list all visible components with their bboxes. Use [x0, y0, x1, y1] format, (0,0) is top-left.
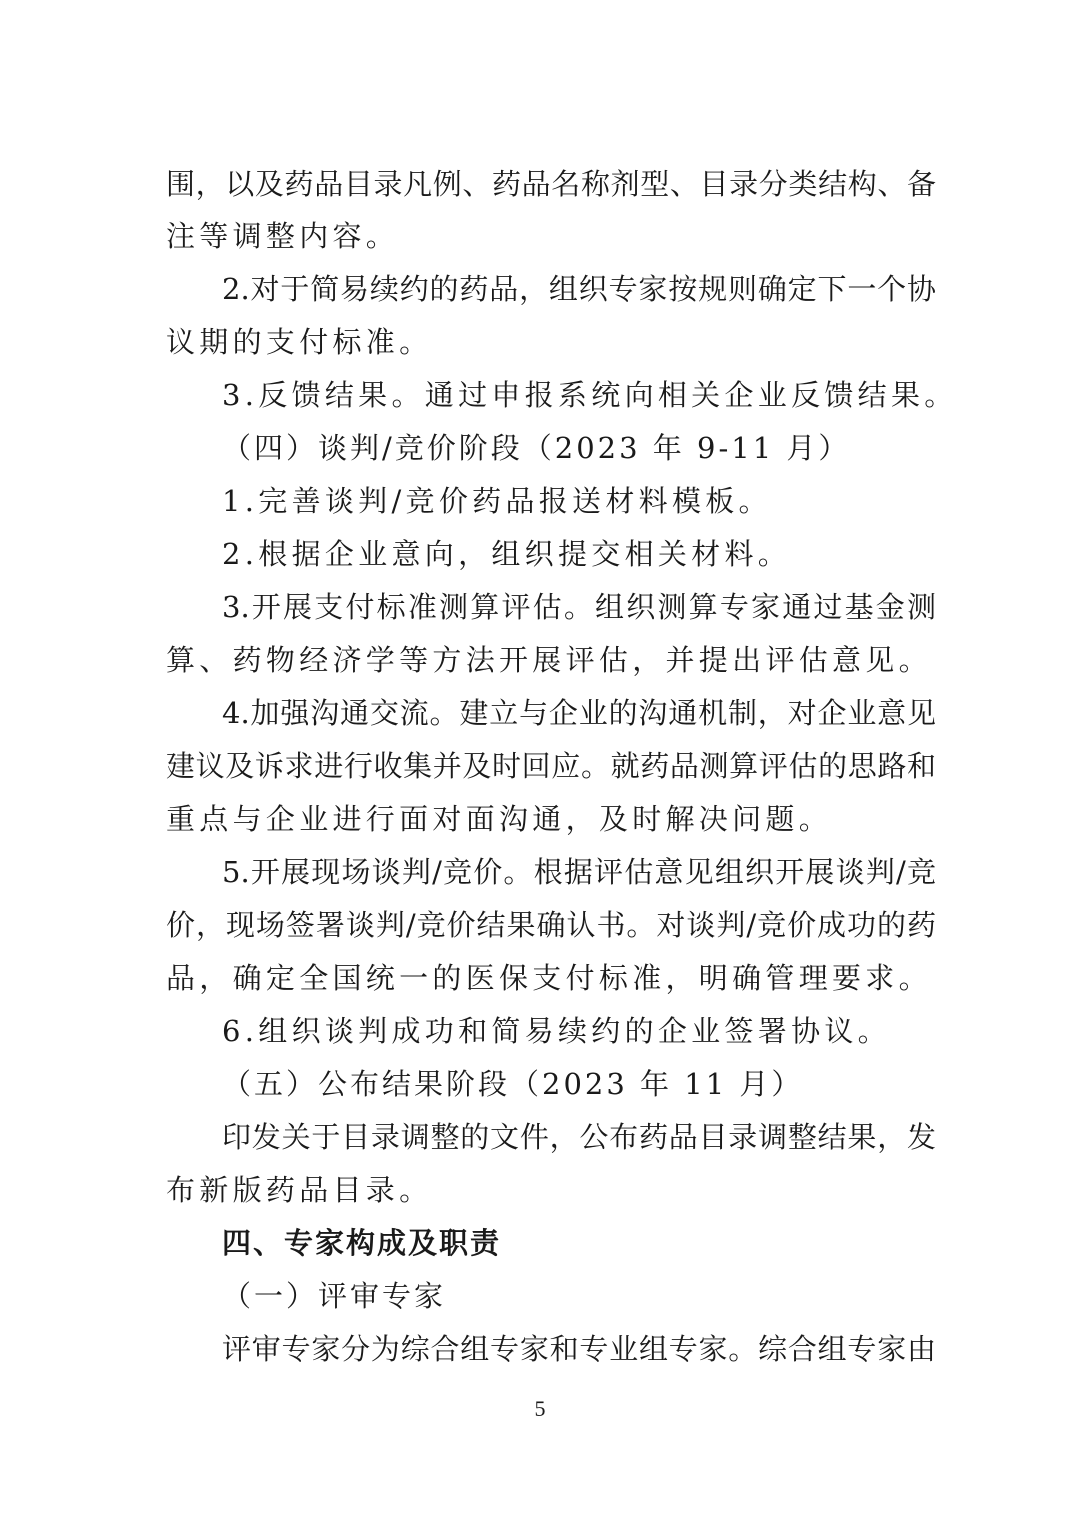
body-text-line: 建议及诉求进行收集并及时回应。就药品测算评估的思路和 — [166, 749, 936, 783]
body-text-line: 印发关于目录调整的文件，公布药品目录调整结果，发 — [222, 1120, 936, 1154]
body-text-line: 议期的支付标准。 — [166, 325, 433, 359]
body-text-line: 价，现场签署谈判/竞价结果确认书。对谈判/竞价成功的药 — [166, 908, 936, 942]
section-heading: 四、专家构成及职责 — [222, 1226, 502, 1260]
body-text-line: 5.开展现场谈判/竞价。根据评估意见组织开展谈判/竞 — [222, 855, 936, 889]
body-text-line: 2.对于简易续约的药品，组织专家按规则确定下一个协 — [222, 272, 936, 306]
body-text-line: 1.完善谈判/竞价药品报送材料模板。 — [222, 484, 772, 518]
body-text-line: 重点与企业进行面对面沟通，及时解决问题。 — [166, 802, 833, 836]
body-text-line: 布新版药品目录。 — [166, 1173, 433, 1207]
body-text-line: 6.组织谈判成功和简易续约的企业签署协议。 — [222, 1014, 891, 1048]
section-subheading: （五）公布结果阶段（2023 年 11 月） — [222, 1067, 804, 1101]
body-text-line: 围，以及药品目录凡例、药品名称剂型、目录分类结构、备 — [166, 167, 936, 201]
body-text-line: 2.根据企业意向，组织提交相关材料。 — [222, 537, 792, 571]
body-text-line: 4.加强沟通交流。建立与企业的沟通机制，对企业意见 — [222, 696, 936, 730]
section-subheading: （四）谈判/竞价阶段（2023 年 9-11 月） — [222, 431, 851, 465]
section-subheading: （一）评审专家 — [222, 1279, 447, 1313]
body-text-line: 3.反馈结果。通过申报系统向相关企业反馈结果。 — [222, 378, 958, 412]
body-text-line: 3.开展支付标准测算评估。组织测算专家通过基金测 — [222, 590, 936, 624]
body-text-line: 注等调整内容。 — [166, 219, 400, 253]
body-text-line: 评审专家分为综合组专家和专业组专家。综合组专家由 — [222, 1332, 936, 1366]
body-text-line: 算、药物经济学等方法开展评估，并提出评估意见。 — [166, 643, 932, 677]
body-text-line: 品，确定全国统一的医保支付标准，明确管理要求。 — [166, 961, 932, 995]
page-number: 5 — [534, 1396, 546, 1421]
